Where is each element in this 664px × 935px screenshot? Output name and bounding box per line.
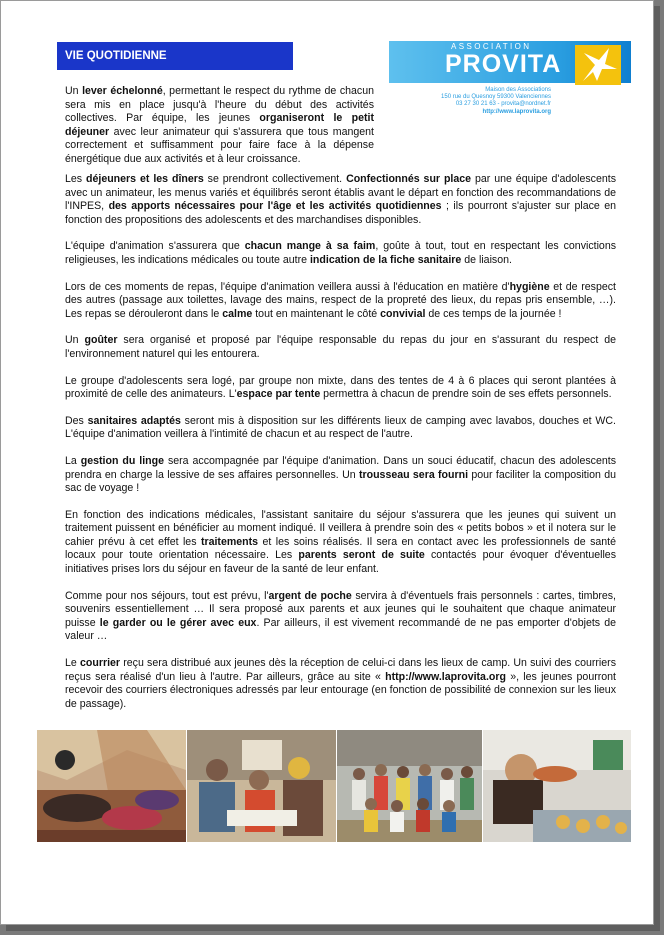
text: Lors de ces moments de repas, l'équipe d'animation veillera aussi à l'éducation en matière d' (65, 280, 510, 293)
body-text (65, 173, 616, 724)
paragraph-hygiene (65, 281, 616, 322)
text: Le groupe d'adolescents sera logé, par groupe non mixte, dans des tentes de 4 à 6 places qui seront plantées à proximité de celle des animateurs. L' (65, 374, 616, 401)
emphasis: argent de poche (268, 589, 352, 602)
text: permettra à chacun de prendre soin de ses effets personnels. (320, 388, 612, 401)
photo-strip (37, 730, 631, 842)
text: se prendront collectivement. (203, 173, 347, 185)
paragraph-eating (65, 240, 616, 267)
paragraph-meals (65, 173, 616, 227)
text: sera accompagnée par l'équipe d'animation. Dans un souci éducatif, chacun des adolescents prendra en charge la lessive de ses affaires personnelles. Un (65, 454, 617, 481)
paragraph-medical (65, 509, 616, 577)
emphasis: trousseau sera fourni (358, 468, 469, 481)
paragraph-mail (65, 657, 616, 711)
star-icon (575, 45, 621, 85)
emphasis: organiseront le petit déjeuner (65, 112, 374, 138)
emphasis: calme (222, 307, 253, 320)
text: reçu sera distribué aux jeunes dès la réception de celui-ci dans les lieux de camp. Un suivi des courriers reçus sera réalisé d'un lieu à l'autre. Par ailleurs, grâce au site « (65, 657, 616, 683)
text: Des (65, 414, 88, 427)
emphasis: sanitaires adaptés (87, 414, 181, 427)
emphasis: gestion du linge (80, 454, 164, 467)
text: Un (65, 334, 85, 347)
text: et les soins réalisés. Il sera en contact avec les professionnels de santé locaux pour toute orientation nécessaire. Les (65, 535, 616, 562)
paragraph-pocket-money (65, 590, 616, 644)
text: , permettant le respect du rythme de chacun sera mis en place jusqu'à l'heure du début des activités collectives. Par équipe, les jeunes (65, 85, 374, 125)
text: servira à d'éventuels frais personnels : cartes, timbres, souvenirs essentiellement … Il sera proposé aux parents et aux jeunes qui le souhaitent que chaque animateur puisse (65, 589, 616, 629)
emphasis: http://www.laprovita.org (385, 670, 506, 683)
photo-group-reading (187, 730, 336, 842)
emphasis: hygiène (509, 280, 550, 293)
paragraph-laundry (65, 455, 616, 496)
text: Le (65, 657, 80, 670)
paragraph-tents (65, 375, 616, 402)
text: La (65, 454, 81, 467)
address-line: Maison des Associations (485, 87, 551, 93)
emphasis: espace par tente (236, 388, 321, 401)
text: En fonction des indications médicales, l'assistant sanitaire du séjour s'assurera que les jeunes qui suivent un traitement puissent en bénéficier au moment indiqué. Il veillera à prendre soin des « petits bobos » et il notera sur le cahier prévu à cet effet les (65, 508, 616, 548)
emphasis: lever échelonné (82, 85, 163, 97)
text: seront mis à disposition sur les différents lieux de camping avec lavabos, douches et WC. L'équipe d'animation veillera à l'intimité de chacun et au respect de l'autre. (65, 414, 616, 441)
text: de ces temps de la journée ! (425, 307, 562, 320)
text: de liaison. (461, 253, 512, 266)
emphasis: courrier (79, 657, 121, 670)
emphasis: Confectionnés sur place (346, 173, 472, 185)
provita-logo (389, 41, 631, 123)
text: pour faciliter la composition du sac de voyage ! (65, 468, 616, 495)
emphasis: parents seront de suite (298, 549, 425, 562)
paragraph-sanitary (65, 415, 616, 442)
text: Comme pour nos séjours, tout est prévu, l' (65, 589, 269, 602)
emphasis: le garder ou le gérer avec eux (99, 616, 257, 629)
text: . Par ailleurs, il est vivement recommandé de ne pas emporter d'objets de valeur … (65, 616, 616, 643)
emphasis: convivial (380, 307, 426, 320)
text: Un (65, 85, 83, 97)
text: et de respect des autres (passage aux toilettes, lavage des mains, respect de la propreté des lieux, du repas pris ensemble, …). Les repas se dérouleront dans le (65, 280, 616, 320)
text: L'équipe d'animation s'assurera que (65, 240, 245, 253)
logo-name: PROVITA (445, 50, 562, 78)
photo-tent-interior (37, 730, 186, 842)
text: avec leur animateur qui s'assurera que tous mangent correctement et suffisamment pour faire face à la dépense énergétique due aux activités et à leur croissance. (65, 125, 374, 165)
text: tout en maintenant le côté (252, 307, 381, 320)
emphasis: indication de la fiche sanitaire (309, 253, 462, 266)
photo-group-portrait (337, 730, 482, 842)
text: Les (65, 173, 87, 185)
emphasis: traitements (200, 535, 259, 548)
text: sera organisé et proposé par l'équipe responsable du repas du jour en s'assurant du respect de l'environnement naturel qui les entourera. (65, 334, 616, 360)
address-line: 03 27 30 21 63 - provita@nordnet.fr (455, 101, 551, 108)
section-header: VIE QUOTIDIENNE (57, 42, 293, 70)
emphasis: déjeuners et les dîners (86, 173, 204, 185)
emphasis: chacun mange à sa faim (244, 240, 376, 253)
intro-paragraph (65, 85, 374, 167)
photo-pastry-cooking (483, 730, 631, 842)
emphasis: goûter (84, 334, 118, 347)
text: », les jeunes pourront recevoir des courriers électroniques adressés par leur entourage (en fonction de possibilité de connexion sur les lieux de passage). (65, 670, 617, 710)
text: , goûte à tout, tout en respectant les convictions religieuses, les indications médicales ou toute autre (65, 240, 617, 266)
text: ; ils pourront s'ajuster sur place en fonction des propositions des adolescents et des marchandises disponibles. (65, 200, 617, 226)
address-line: 150 rue du Quesnoy 59300 Valenciennes (441, 94, 551, 101)
paragraph-snack (65, 334, 616, 361)
text: par une équipe d'adolescents avec un animateur, les menus variés et équilibrés seront établis avant le départ en fonction des recommandations de l'INPES, (65, 173, 616, 213)
logo-banner (389, 41, 631, 83)
logo-address (389, 87, 551, 116)
emphasis: des apports nécessaires pour l'âge et les activités quotidiennes (108, 200, 442, 213)
logo-association-label: ASSOCIATION (451, 42, 532, 51)
website-link[interactable]: http://www.laprovita.org (482, 108, 551, 115)
text: contactés pour évoquer d'éventuelles initiatives prises lors du séjour en faveur de la santé de leur enfant. (65, 549, 616, 576)
